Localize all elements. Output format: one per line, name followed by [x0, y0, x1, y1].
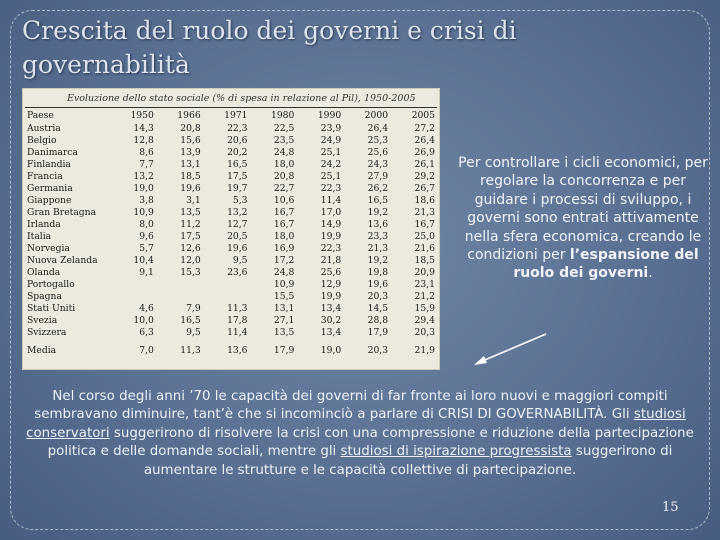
value-cell: 19,2 — [367, 255, 389, 266]
value-cell: 7,7 — [139, 159, 154, 170]
value-cell: 17,8 — [227, 315, 248, 326]
value-cell: 16,7 — [414, 219, 435, 230]
value-cell: 18,0 — [273, 159, 295, 170]
table-row — [25, 255, 437, 267]
value-cell: 19,9 — [320, 291, 342, 302]
media-label-cell: Media — [27, 345, 57, 356]
value-cell: 5,7 — [139, 243, 154, 254]
table-body — [25, 123, 437, 357]
value-cell: 22,3 — [320, 183, 342, 194]
country-cell: Olanda — [27, 267, 61, 278]
value-cell: 9,5 — [186, 327, 201, 338]
value-cell: 21,8 — [320, 255, 342, 266]
value-cell: 10,9 — [133, 207, 154, 218]
value-cell: 13,9 — [180, 147, 201, 158]
value-cell: 18,6 — [414, 195, 435, 206]
value-cell: 15,5 — [273, 291, 295, 302]
value-cell: 29,4 — [414, 315, 435, 326]
value-cell: 21,3 — [367, 243, 389, 254]
value-cell: 20,8 — [273, 171, 295, 182]
country-cell: Francia — [27, 171, 63, 182]
value-cell: 13,5 — [273, 327, 295, 338]
value-cell: 23,1 — [414, 279, 435, 290]
value-cell: 28,8 — [367, 315, 389, 326]
country-cell: Svezia — [27, 315, 58, 326]
value-cell: 25,1 — [320, 147, 342, 158]
value-cell: 16,9 — [273, 243, 295, 254]
value-cell: 20,8 — [180, 123, 201, 134]
value-cell: 10,9 — [273, 279, 295, 290]
table-top-rule — [25, 107, 437, 108]
value-cell: 23,5 — [273, 135, 295, 146]
value-cell: 12,7 — [227, 219, 248, 230]
welfare-table — [25, 109, 437, 357]
value-cell: 20,3 — [414, 327, 435, 338]
country-cell: Belgio — [27, 135, 57, 146]
value-cell: 25,0 — [414, 231, 435, 242]
value-cell: 15,3 — [180, 267, 201, 278]
country-cell: Svizzera — [27, 327, 67, 338]
value-cell: 16,7 — [273, 207, 295, 218]
value-cell: 24,3 — [367, 159, 389, 170]
value-cell: 24,9 — [320, 135, 342, 146]
value-cell: 5,3 — [232, 195, 248, 206]
value-cell: 26,7 — [414, 183, 435, 194]
value-cell — [109, 291, 156, 303]
table-header-cell: 1950 — [130, 110, 154, 121]
media-value-cell: 7,0 — [139, 345, 154, 356]
value-cell: 25,6 — [367, 147, 389, 158]
value-cell: 24,2 — [320, 159, 342, 170]
value-cell: 20,5 — [227, 231, 248, 242]
table-row — [25, 147, 437, 159]
table-row — [25, 291, 437, 303]
table-row — [25, 279, 437, 291]
slide-title: Crescita del ruolo dei governi e crisi di governabilità — [22, 16, 517, 79]
table-row — [25, 315, 437, 327]
country-cell: Spagna — [27, 291, 62, 302]
table-footer-row — [25, 339, 437, 357]
side-text-intro: Per controllare i cicli economici, per regolare la concorrenza e per guidare i processi di sviluppo, i governi sono entrati attivamente nella sfera economica, creando le condizioni per — [458, 155, 708, 264]
value-cell: 17,5 — [227, 171, 248, 182]
value-cell: 27,2 — [414, 123, 435, 134]
value-cell — [203, 279, 250, 291]
media-value-cell: 20,3 — [367, 345, 389, 356]
value-cell: 19,9 — [320, 231, 342, 242]
value-cell: 13,2 — [133, 171, 154, 182]
country-cell: Irlanda — [27, 219, 61, 230]
table-header-cell: 1966 — [177, 110, 201, 121]
value-cell: 19,7 — [227, 183, 248, 194]
value-cell — [156, 279, 203, 291]
value-cell: 12,9 — [320, 279, 342, 290]
table-row — [25, 195, 437, 207]
country-cell: Stati Uniti — [27, 303, 76, 314]
table-header-cell: 1971 — [224, 110, 248, 121]
media-value-cell: 21,9 — [414, 345, 435, 356]
value-cell: 3,1 — [186, 195, 201, 206]
value-cell: 13,1 — [180, 159, 201, 170]
value-cell: 18,5 — [414, 255, 435, 266]
value-cell: 3,8 — [139, 195, 154, 206]
table-row — [25, 207, 437, 219]
table-row — [25, 123, 437, 135]
value-cell: 16,5 — [180, 315, 201, 326]
value-cell: 27,1 — [273, 315, 295, 326]
value-cell: 24,8 — [273, 267, 295, 278]
body-text-part2: . Gli — [603, 407, 634, 423]
value-cell: 16,5 — [227, 159, 248, 170]
value-cell: 25,6 — [320, 267, 342, 278]
value-cell: 8,0 — [139, 219, 154, 230]
value-cell: 27,9 — [367, 171, 389, 182]
value-cell: 17,0 — [320, 207, 342, 218]
value-cell: 30,2 — [320, 315, 342, 326]
table-header-cell: 2000 — [364, 110, 389, 121]
table-header-row — [25, 109, 437, 123]
welfare-table-image — [22, 88, 440, 370]
studiosi-conservatori: studiosi conservatori — [26, 407, 686, 441]
value-cell: 26,4 — [367, 123, 389, 134]
value-cell: 9,1 — [139, 267, 154, 278]
country-cell: Danimarca — [27, 147, 78, 158]
country-cell: Gran Bretagna — [27, 207, 97, 218]
country-cell: Finlandia — [27, 159, 71, 170]
value-cell: 19,0 — [133, 183, 154, 194]
value-cell: 13,2 — [227, 207, 248, 218]
value-cell: 9,5 — [232, 255, 248, 266]
value-cell: 10,4 — [133, 255, 154, 266]
value-cell: 20,9 — [414, 267, 435, 278]
value-cell: 13,5 — [180, 207, 201, 218]
value-cell: 13,4 — [320, 327, 342, 338]
value-cell: 26,2 — [367, 183, 389, 194]
country-cell: Italia — [27, 231, 52, 242]
value-cell: 11,3 — [227, 303, 248, 314]
table-row — [25, 303, 437, 315]
value-cell: 19,6 — [367, 279, 389, 290]
table-row — [25, 243, 437, 255]
table-caption: Evoluzione dello stato sociale (% di spesa in relazione al Pil), 1950-2005 — [67, 93, 416, 104]
value-cell: 23,9 — [320, 123, 342, 134]
value-cell: 12,8 — [133, 135, 154, 146]
value-cell: 16,7 — [273, 219, 295, 230]
country-cell: Austria — [27, 123, 61, 134]
media-value-cell: 13,6 — [227, 345, 248, 356]
value-cell: 19,6 — [227, 243, 248, 254]
country-cell: Norvegia — [27, 243, 70, 254]
studiosi-progressisti: studiosi di ispirazione progressista — [340, 444, 572, 460]
body-text-part1: Nel corso degli anni ’70 le capacità dei governi di far fronte ai loro nuovi e maggiori compiti sembravano diminuire, tant’è che si incominciò a parlare di — [34, 389, 668, 423]
value-cell: 10,6 — [273, 195, 295, 206]
value-cell: 9,6 — [139, 231, 154, 242]
table-row — [25, 159, 437, 171]
body-text-part4: suggerirono di aumentare le strutture e le capacità collettive di partecipazione. — [143, 444, 673, 478]
side-text-end: . — [648, 265, 653, 282]
value-cell: 15,6 — [180, 135, 201, 146]
value-cell: 13,1 — [273, 303, 295, 314]
value-cell — [156, 291, 203, 303]
value-cell: 8,6 — [139, 147, 154, 158]
country-cell: Giappone — [27, 195, 72, 206]
value-cell: 26,9 — [414, 147, 435, 158]
value-cell: 21,6 — [414, 243, 435, 254]
table-row — [25, 327, 437, 339]
value-cell — [109, 279, 156, 291]
value-cell: 7,9 — [186, 303, 201, 314]
table-row — [25, 135, 437, 147]
value-cell: 11,4 — [227, 327, 248, 338]
table-header-cell: 1980 — [270, 110, 295, 121]
value-cell: 10,0 — [133, 315, 154, 326]
value-cell: 13,6 — [367, 219, 389, 230]
value-cell: 16,5 — [367, 195, 389, 206]
value-cell: 26,1 — [414, 159, 435, 170]
value-cell: 18,5 — [180, 171, 201, 182]
value-cell: 11,4 — [320, 195, 342, 206]
value-cell: 25,1 — [320, 171, 342, 182]
value-cell: 20,6 — [227, 135, 248, 146]
body-text-part3: suggerirono di risolvere la crisi con una compressione e riduzione della partecipazione politica e delle domande sociali, mentre gli — [47, 425, 694, 460]
value-cell: 19,8 — [367, 267, 389, 278]
value-cell: 12,0 — [180, 255, 201, 266]
value-cell: 17,2 — [273, 255, 295, 266]
value-cell: 22,3 — [320, 243, 342, 254]
media-value-cell: 17,9 — [273, 345, 295, 356]
value-cell: 18,0 — [273, 231, 295, 242]
value-cell: 13,4 — [320, 303, 342, 314]
value-cell: 14,5 — [367, 303, 389, 314]
media-value-cell: 19,0 — [320, 345, 342, 356]
value-cell: 14,9 — [320, 219, 342, 230]
value-cell: 24,8 — [273, 147, 295, 158]
value-cell: 19,6 — [180, 183, 201, 194]
value-cell: 17,9 — [367, 327, 389, 338]
value-cell: 22,5 — [273, 123, 295, 134]
table-row — [25, 219, 437, 231]
value-cell: 20,3 — [367, 291, 389, 302]
table-header-cell: 2005 — [411, 110, 435, 121]
value-cell: 29,2 — [414, 171, 435, 182]
value-cell: 4,6 — [139, 303, 154, 314]
country-cell: Germania — [27, 183, 73, 194]
table-row — [25, 231, 437, 243]
value-cell: 23,6 — [227, 267, 248, 278]
table-header-cell: 1990 — [317, 110, 342, 121]
table-row — [25, 267, 437, 279]
value-cell: 22,7 — [273, 183, 295, 194]
value-cell: 14,3 — [133, 123, 154, 134]
value-cell: 25,3 — [367, 135, 389, 146]
country-cell: Portogallo — [27, 279, 75, 290]
table-row — [25, 183, 437, 195]
value-cell: 11,2 — [180, 219, 201, 230]
value-cell: 23,3 — [367, 231, 389, 242]
table-header-cell: Paese — [27, 110, 54, 121]
value-cell: 15,9 — [414, 303, 435, 314]
arrow-icon — [470, 330, 550, 370]
value-cell: 20,2 — [227, 147, 248, 158]
country-cell: Nuova Zelanda — [27, 255, 98, 266]
value-cell: 26,4 — [414, 135, 435, 146]
crisi-governabilita: CRISI DI GOVERNABILITÀ — [438, 407, 604, 423]
value-cell: 12,6 — [180, 243, 201, 254]
side-text — [452, 154, 714, 283]
side-text-emphasis: l’espansione del ruolo dei governi — [513, 247, 699, 282]
value-cell: 21,2 — [414, 291, 435, 302]
value-cell: 21,3 — [414, 207, 435, 218]
value-cell: 19,2 — [367, 207, 389, 218]
value-cell — [203, 291, 250, 303]
table-row — [25, 171, 437, 183]
value-cell: 22,3 — [227, 123, 248, 134]
value-cell: 17,5 — [180, 231, 201, 242]
body-text — [18, 388, 702, 480]
value-cell: 6,3 — [139, 327, 154, 338]
page-number: 15 — [662, 500, 679, 515]
media-value-cell: 11,3 — [180, 345, 201, 356]
